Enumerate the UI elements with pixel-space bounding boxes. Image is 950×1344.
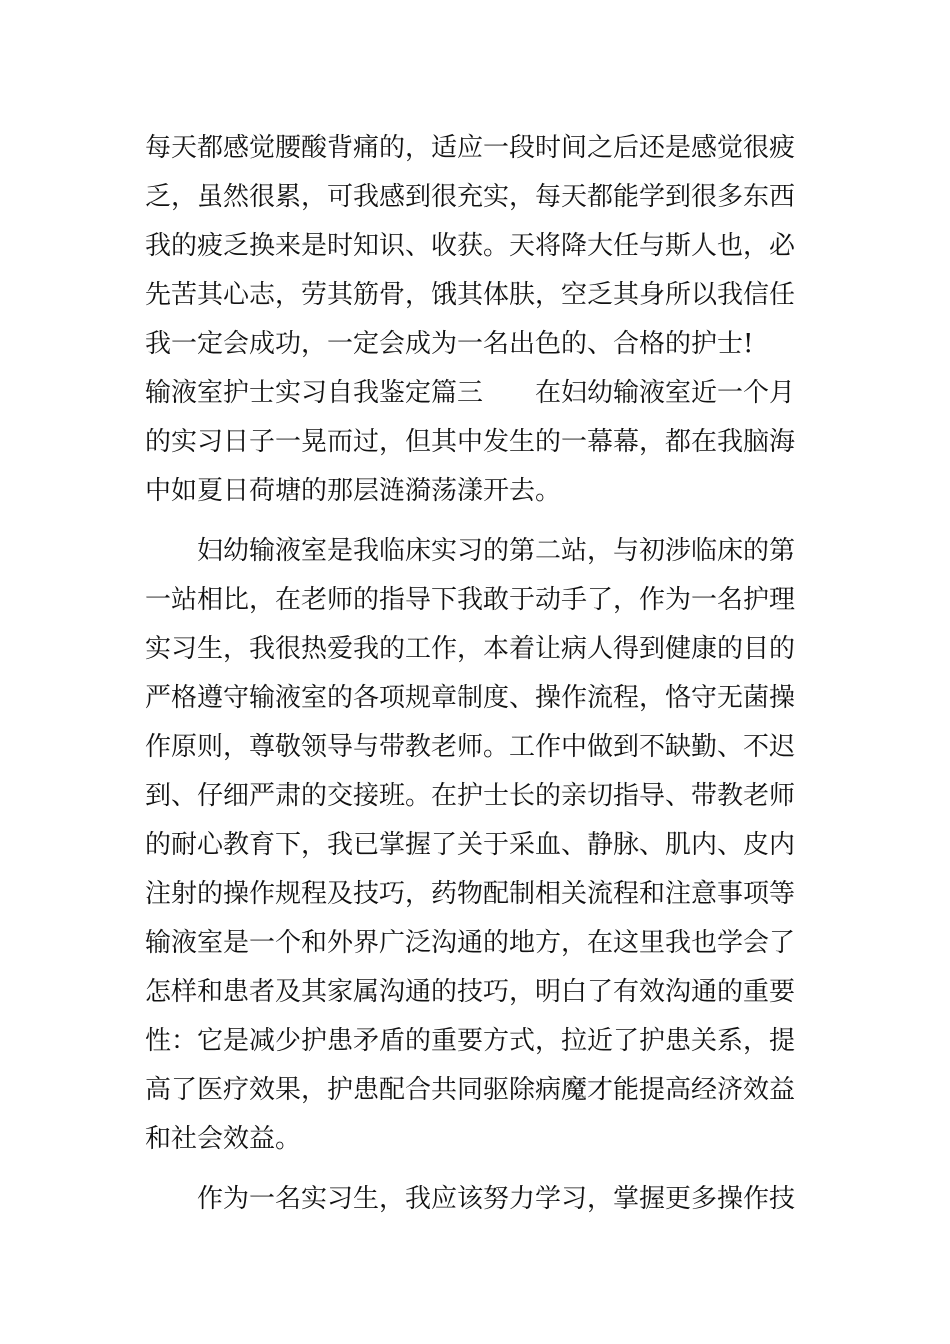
text-line: 性：它是减少护患矛盾的重要方式，拉近了护患关系，提 [145,1026,796,1056]
paragraph-2 [145,369,810,516]
text-line: 我的疲乏换来是时知识、收获。天将降大任与斯人也，必 [145,231,796,261]
document-body [145,124,810,1224]
paragraph-1 [145,124,810,369]
text-line: 乏，虽然很累，可我感到很充实，每天都能学到很多东西 [145,182,796,212]
text-line: 我一定会成功，一定会成为一名出色的、合格的护士! [145,329,754,359]
section-title-line [145,369,810,418]
paragraph-3 [145,527,810,1164]
text-line-rest: 在妇幼输液室近一个月 [535,378,796,408]
text-line: 和社会效益。 [145,1124,302,1154]
text-line: 先苦其心志，劳其筋骨，饿其体肤，空乏其身所以我信任 [145,280,796,310]
paragraph-spacer [145,1164,810,1175]
text-line: 中如夏日荷塘的那层涟漪荡漾开去。 [145,476,562,506]
text-line: 妇幼输液室是我临床实习的第二站，与初涉临床的第 [197,536,796,566]
text-line: 严格遵守输液室的各项规章制度、操作流程，恪守无菌操 [145,683,796,713]
text-line: 怎样和患者及其家属沟通的技巧，明白了有效沟通的重要 [145,977,796,1007]
text-line: 到、仔细严肃的交接班。在护士长的亲切指导、带教老师 [145,781,796,811]
text-line: 一站相比，在老师的指导下我敢于动手了，作为一名护理 [145,585,796,615]
paragraph-4 [145,1175,810,1224]
paragraph-spacer [145,516,810,527]
text-line: 的实习日子一晃而过，但其中发生的一幕幕，都在我脑海 [145,427,796,457]
section-title: 输液室护士实习自我鉴定篇三 [145,378,484,408]
text-line: 实习生，我很热爱我的工作，本着让病人得到健康的目的 [145,634,796,664]
text-line: 每天都感觉腰酸背痛的，适应一段时间之后还是感觉很疲 [145,133,796,163]
text-line: 输液室是一个和外界广泛沟通的地方，在这里我也学会了 [145,928,796,958]
text-line: 高了医疗效果，护患配合共同驱除病魔才能提高经济效益 [145,1075,796,1105]
text-line: 作为一名实习生，我应该努力学习，掌握更多操作技 [197,1184,796,1214]
text-line: 注射的操作规程及技巧，药物配制相关流程和注意事项等 [145,879,796,909]
text-line: 作原则，尊敬领导与带教老师。工作中做到不缺勤、不迟 [145,732,796,762]
text-line: 的耐心教育下，我已掌握了关于采血、静脉、肌内、皮内 [145,830,796,860]
